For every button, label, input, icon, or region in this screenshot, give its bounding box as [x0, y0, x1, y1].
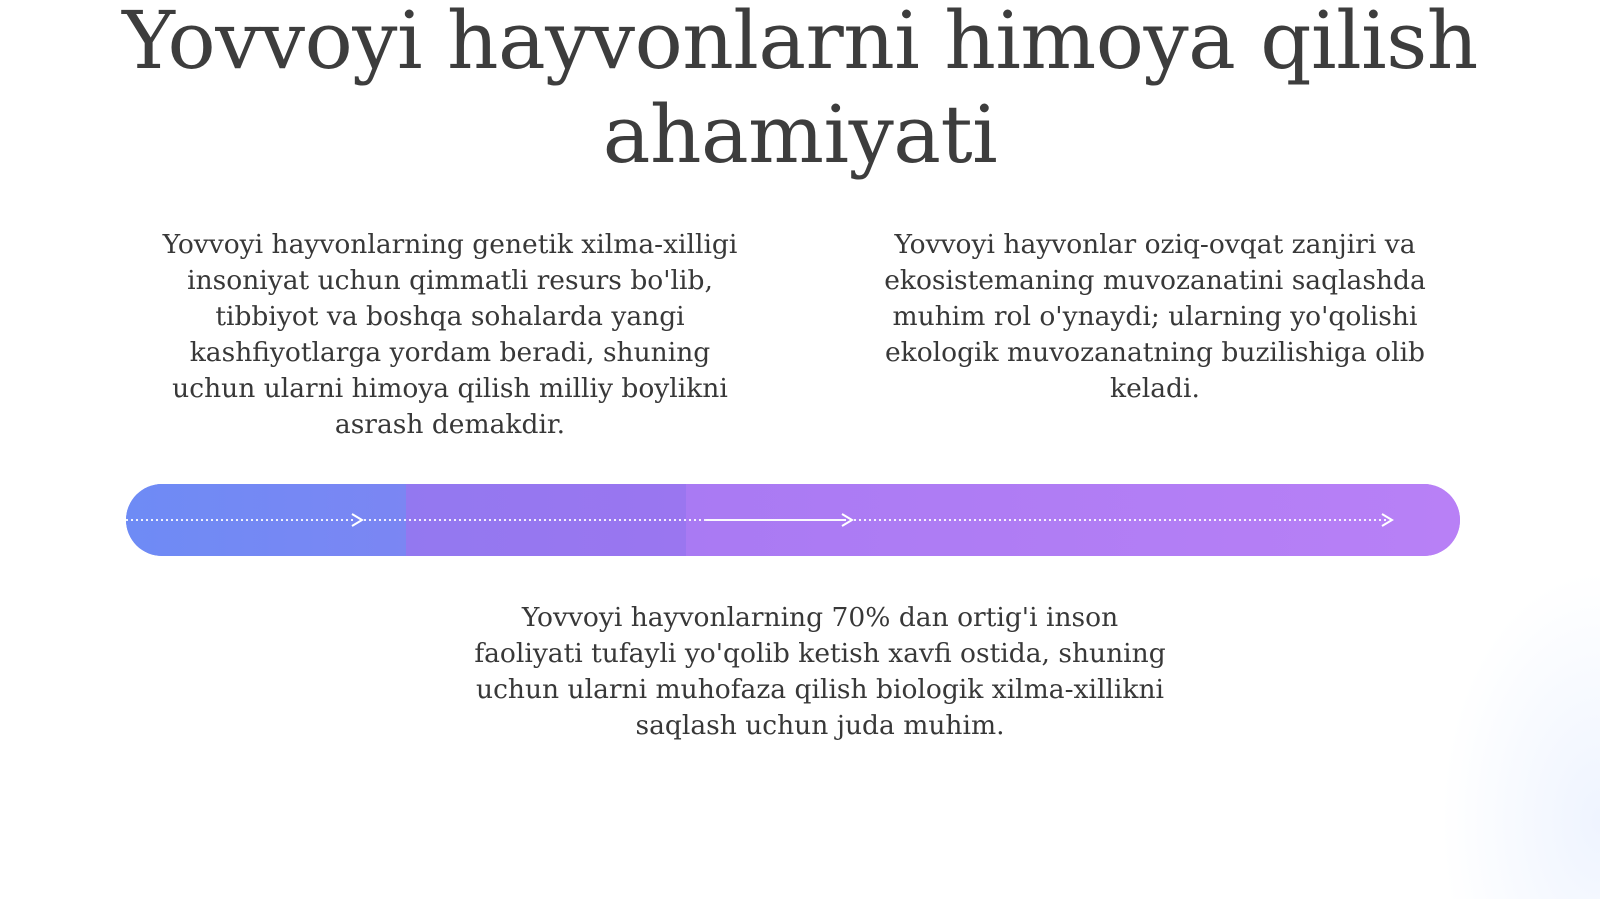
- timeline-arrows: [126, 484, 1460, 556]
- arrow-right-icon: [1382, 514, 1392, 526]
- paragraph-ecosystem-balance: Yovvoyi hayvonlar oziq-ovqat zanjiri va ekosistemaning muvozanatini saqlashda muhim rol o'ynaydi; ularning yo'qolishi ekologik muvozanatning buzilishiga olib keladi.: [884, 229, 1426, 404]
- timeline-bar: [126, 484, 1460, 556]
- paragraph-genetic-diversity: Yovvoyi hayvonlarning genetik xilma-xilligi insoniyat uchun qimmatli resurs bo'lib, tibbiyot va boshqa sohalarda yangi kashfiyotlarga yordam beradi, shuning uchun ularni himoya qilish milliy boylikni asrash demakdir.: [162, 229, 738, 440]
- corner-glow: [1440, 569, 1600, 899]
- paragraph-extinction-risk: Yovvoyi hayvonlarning 70% dan ortig'i inson faoliyati tufayli yo'qolib ketish xavfi ostida, shuning uchun ularni muhofaza qilish biologik xilma-xillikni saqlash uchun juda muhim.: [474, 602, 1166, 741]
- slide-title: Yovvoyi hayvonlarni himoya qilish ahamiyati: [122, 0, 1478, 181]
- arrow-right-icon: [352, 514, 362, 526]
